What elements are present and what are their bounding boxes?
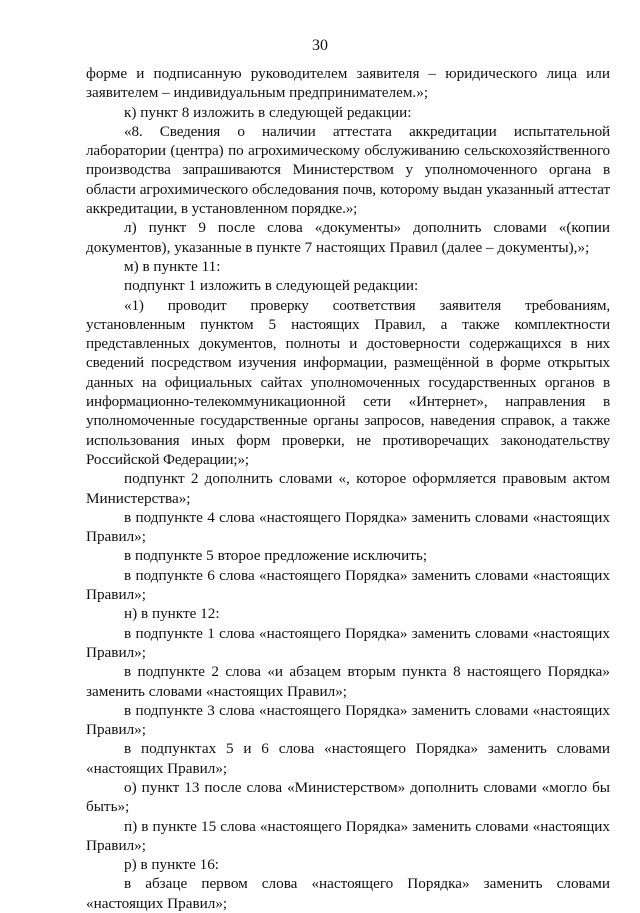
paragraph-12-subpoint-1: в подпункте 1 слова «настоящего Порядка» заменить словами «настоящих Правил»; — [86, 624, 610, 661]
paragraph-12-subpoint-2: в подпункте 2 слова «и абзацем вторым пункта 8 настоящего Порядка» заменить словами «настоящих Правил»; — [86, 663, 610, 700]
paragraph-16-first: в абзаце первом слова «настоящего Порядка» заменить словами «настоящих Правил»; — [86, 875, 610, 912]
paragraph-quote-1: «1) проводит проверку соответствия заявителя требованиям, установленным пунктом 5 настоящих Правил, а также комплектности представленных документов, полноты и достоверности содержащихся в них сведений посредством изучения информации, размещённой в форме открытых данных на официальных сайтах уполномоченных государственных органов в информационно-телекоммуникационной сети «Интернет», направления в уполномоченные государственные органы запросов, наведения справок, а также использования иных форм проверки, не противоречащих законодательству Российской Федерации;»; — [86, 296, 610, 468]
paragraph-r: р) в пункте 16: — [124, 856, 220, 874]
paragraph-l: л) пункт 9 после слова «документы» дополнить словами «(копии документов), указанные в пункте 7 настоящих Правил (далее – документы),»; — [86, 219, 610, 256]
paragraph-n: н) в пункте 12: — [124, 605, 220, 623]
document-body — [86, 64, 610, 913]
paragraph-quote-8: «8. Сведения о наличии аттестата аккредитации испытательной лаборатории (центра) по агрохимическому обслуживанию сельскохозяйственного производства запрашиваются Министерством у уполномоченного органа в области агрохимического обследования почв, которому выдан указанный аттестат аккредитации, в установленном порядке.»; — [86, 122, 610, 218]
paragraph-k: к) пункт 8 изложить в следующей редакции: — [124, 103, 412, 121]
paragraph-continuation: форме и подписанную руководителем заявителя – юридического лица или заявителем – индивидуальным предпринимателем.»; — [86, 65, 610, 102]
paragraph-subpoint-1: подпункт 1 изложить в следующей редакции: — [124, 277, 419, 295]
paragraph-subpoint-2: подпункт 2 дополнить словами «, которое оформляется правовым актом Министерства»; — [86, 470, 610, 507]
paragraph-m: м) в пункте 11: — [124, 257, 221, 275]
paragraph-12-subpoints-5-6: в подпунктах 5 и 6 слова «настоящего Порядка» заменить словами «настоящих Правил»; — [86, 740, 610, 777]
paragraph-12-subpoint-3: в подпункте 3 слова «настоящего Порядка» заменить словами «настоящих Правил»; — [86, 701, 610, 739]
paragraph-subpoint-5: в подпункте 5 второе предложение исключить; — [124, 547, 428, 565]
page-number: 30 — [312, 37, 328, 54]
paragraph-subpoint-6: в подпункте 6 слова «настоящего Порядка» заменить словами «настоящих Правил»; — [86, 566, 610, 604]
paragraph-p: п) в пункте 15 слова «настоящего Порядка» заменить словами «настоящих Правил»; — [86, 817, 610, 854]
paragraph-subpoint-4: в подпункте 4 слова «настоящего Порядка» заменить словами «настоящих Правил»; — [86, 508, 610, 546]
paragraph-o: о) пункт 13 после слова «Министерством» дополнить словами «могло бы быть»; — [86, 778, 610, 816]
